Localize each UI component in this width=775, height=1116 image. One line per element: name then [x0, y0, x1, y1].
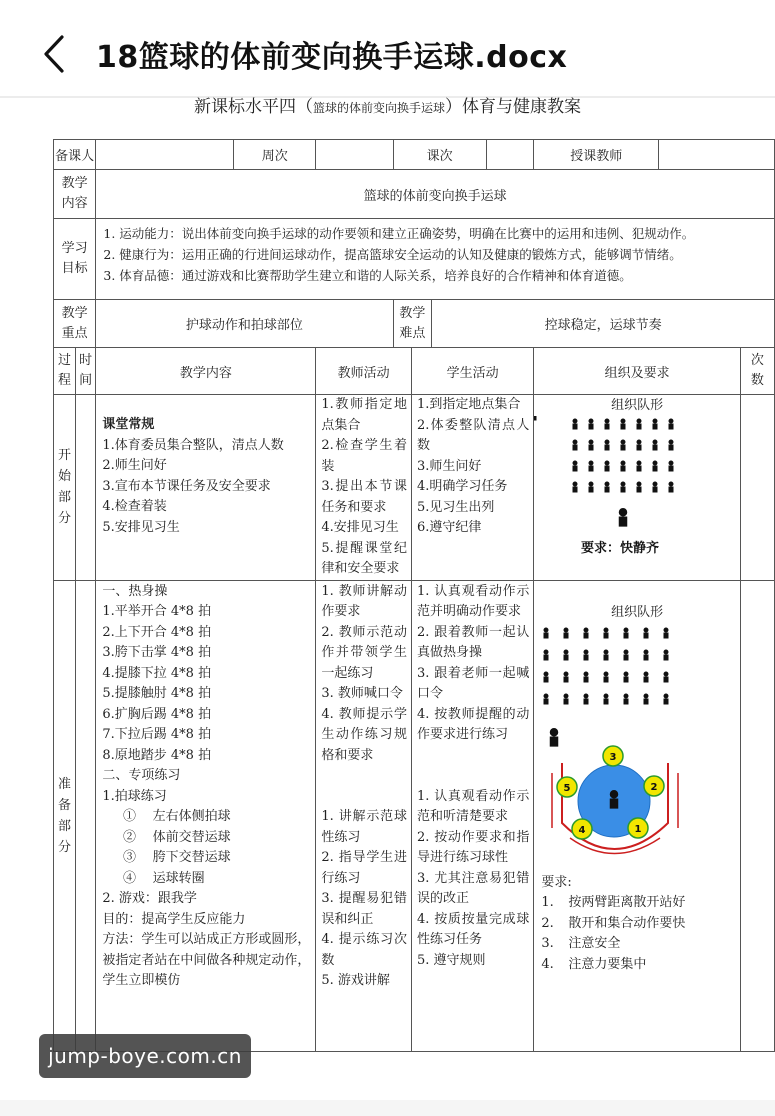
prep-formation-diagram — [534, 623, 692, 869]
start-teacher-activity — [316, 395, 412, 581]
marker-3 — [603, 746, 623, 766]
prep-teacher-activity — [316, 580, 412, 1051]
prep-student-text-b: 1. 认真观看动作示范和听清楚要求 2. 按动作要求和指导进行练习球性 3. 尤其注意易犯错误的改正 4. 按质按量完成球性练习任务 5. 遵守规则 — [416, 788, 530, 968]
students-row-4 — [573, 482, 674, 493]
lesson-label: 课次 — [393, 140, 486, 170]
start-phase-label: 开 始 部 分 — [54, 395, 76, 581]
requirement-number: 1. — [541, 895, 554, 910]
marker-4 — [572, 819, 592, 839]
requirement-number: 4. — [541, 956, 554, 972]
content-header: 教学内容 — [96, 348, 316, 395]
start-organization — [534, 395, 741, 581]
prep-student-text-a: 1. 认真观看动作示范并明确动作要求 2. 跟着教师一起认真做热身操 3. 跟着老师一起喊口令 4. 按教师提醒的动作要求进行练习 — [416, 583, 530, 742]
routine-list: 1.体育委员集合整队，清点人数 2.师生问好 3.宣布本节课任务及安全要求 4.检查着装 5.安排见习生 — [102, 437, 284, 535]
teacher-activity-header: 教师活动 — [316, 348, 412, 395]
prep-section-row — [54, 580, 775, 1051]
prep-students-row-2 — [544, 649, 669, 660]
prep-formation-title: 组织队形 — [611, 604, 664, 620]
prep-students-row-3 — [544, 671, 669, 682]
lesson-value — [486, 140, 534, 170]
warmup-and-drills: 一、热身操 1.平举开合 4*8 拍 2.上下开合 4*8 拍 3.胯下击掌 4*8 拍 4.提膝下拉 4*8 拍 5.提膝触肘 4*8 拍 6.扩胸后踢 4*8 拍 7.下拉后踢 4*8 拍 8.原地踏步 4*8 拍 二、专项练习 1.拍球练习 ① 左右体侧拍球 ② 体前交替运球 ③ 胯下交替运球 ④ 运球转圈 2. 游戏：跟我学 目的：提高学生反应能力 方法：学生可以站成正方形或圆形，被指定者站在中间做各种规定动作，学生立即模仿 — [102, 583, 311, 988]
organization-header: 组织及要求 — [534, 348, 741, 395]
time-header: 时 间 — [75, 348, 95, 395]
marker-5 — [557, 777, 577, 797]
start-student-activity — [411, 395, 533, 581]
difficulty-value: 控球稳定，运球节奏 — [432, 300, 775, 348]
teacher-icon — [619, 508, 628, 527]
prep-teacher-text-b: 1. 讲解示范球性练习 2. 指导学生进行练习 3. 提醒易犯错误和纠正 4. 提示练习次数 5. 游戏讲解 — [321, 809, 407, 988]
marker-2 — [644, 776, 664, 796]
heading-suffix: ）体育与健康教案 — [445, 97, 581, 117]
students-row-3 — [573, 461, 674, 472]
start-student-text: 1.到指定地点集合 2.体委整队清点人数 3.师生问好 4.明确学习任务 5.见习生出列 6.遵守纪律 — [416, 397, 530, 535]
start-count — [740, 395, 774, 581]
lesson-plan-table — [53, 139, 775, 1052]
requirement-text: 按两臂距离散开站好 — [568, 895, 686, 910]
teacher-label: 授课教师 — [534, 140, 659, 170]
students-row-2 — [573, 440, 674, 451]
prep-teacher-text-a: 1. 教师讲解动作要求 2. 教师示范动作并带领学生一起练习 3. 教师喊口令 4. 教师提示学生动作练习规格和要求 — [321, 583, 407, 763]
svg-text:5: 5 — [563, 782, 571, 794]
svg-text:3: 3 — [609, 751, 617, 763]
prep-requirements — [534, 873, 740, 976]
requirement-item — [541, 893, 736, 914]
lesson-plan-heading — [0, 92, 775, 117]
watermark: jump-boye.com.cn — [39, 1034, 251, 1078]
start-time — [75, 395, 95, 581]
key-row — [54, 300, 775, 348]
requirement-item — [541, 914, 736, 935]
count-header: 次 数 — [740, 348, 774, 395]
week-value — [316, 140, 393, 170]
start-section-row — [54, 395, 775, 581]
requirement-text: 注意力要集中 — [568, 956, 647, 972]
prep-count — [740, 580, 774, 1051]
requirement-text: 散开和集合动作要快 — [568, 915, 686, 931]
content-value: 篮球的体前变向换手运球 — [96, 170, 775, 219]
requirements-title: 要求: — [541, 874, 572, 890]
document-title: 18篮球的体前变向换手运球.docx — [96, 40, 568, 75]
requirement-item — [541, 955, 736, 976]
start-teacher-text: 1.教师指定地点集合 2.检查学生着装 3.提出本节课任务和要求 4.安排见习生 5.提醒课堂纪律和安全要求 — [321, 397, 407, 576]
start-content — [96, 395, 316, 581]
heading-prefix: 新课标水平四（ — [193, 97, 313, 117]
goals-label: 学习 目标 — [54, 219, 96, 300]
top-bar — [0, 0, 775, 96]
marker-1 — [628, 818, 648, 838]
formation-requirement: 要求：快静齐 — [581, 541, 660, 556]
requirement-item — [541, 934, 736, 955]
students-row-1 — [573, 419, 674, 430]
prep-students-row-4 — [544, 693, 669, 704]
requirement-text: 注意安全 — [568, 936, 621, 951]
content-row — [54, 170, 775, 219]
prep-time — [75, 580, 95, 1051]
content-label: 教学 内容 — [54, 170, 96, 219]
goals-row — [54, 219, 775, 300]
teacher-value — [659, 140, 775, 170]
student-activity-header: 学生活动 — [411, 348, 533, 395]
drill-circle-diagram — [552, 746, 678, 854]
prep-content — [96, 580, 316, 1051]
chevron-left-icon[interactable] — [40, 34, 70, 74]
prep-students-row-1 — [544, 627, 669, 638]
goal-item: 1. 运动能力：说出体前变向换手运球的动作要领和建立正确姿势，明确在比赛中的运用和违例、犯规动作。 — [103, 226, 695, 241]
process-header: 过 程 — [54, 348, 76, 395]
prep-organization — [534, 580, 741, 1051]
prep-phase-label: 准 备 部 分 — [54, 580, 76, 1051]
requirement-number: 2. — [541, 915, 554, 931]
center-player-icon — [610, 789, 619, 808]
info-row — [54, 140, 775, 170]
formation-diagram — [534, 416, 692, 556]
goal-item: 2. 健康行为：运用正确的行进间运球动作，提高篮球安全运动的认知及健康的锻炼方式，能够调节情绪。 — [103, 247, 682, 262]
preparer-label: 备课人 — [54, 140, 96, 170]
svg-text:2: 2 — [650, 781, 658, 793]
key-value: 护球动作和拍球部位 — [96, 300, 393, 348]
goal-item: 3. 体育品德：通过游戏和比赛帮助学生建立和谐的人际关系，培养良好的合作精神和体育道德。 — [103, 268, 632, 283]
goals-list — [96, 219, 775, 300]
key-label: 教学 重点 — [54, 300, 96, 348]
bottom-band — [0, 1100, 775, 1116]
preparer-value — [96, 140, 234, 170]
week-label: 周次 — [234, 140, 316, 170]
svg-text:1: 1 — [634, 823, 642, 835]
heading-topic: 篮球的体前变向换手运球 — [312, 101, 445, 115]
requirement-number: 3. — [541, 936, 554, 951]
prep-student-activity — [411, 580, 533, 1051]
difficulty-label: 教学 难点 — [393, 300, 432, 348]
routine-title: 课堂常规 — [102, 417, 155, 432]
header-row — [54, 348, 775, 395]
student-grid — [534, 416, 537, 421]
formation-title: 组织队形 — [611, 398, 664, 413]
svg-text:4: 4 — [578, 824, 586, 836]
prep-teacher-icon — [550, 727, 559, 746]
